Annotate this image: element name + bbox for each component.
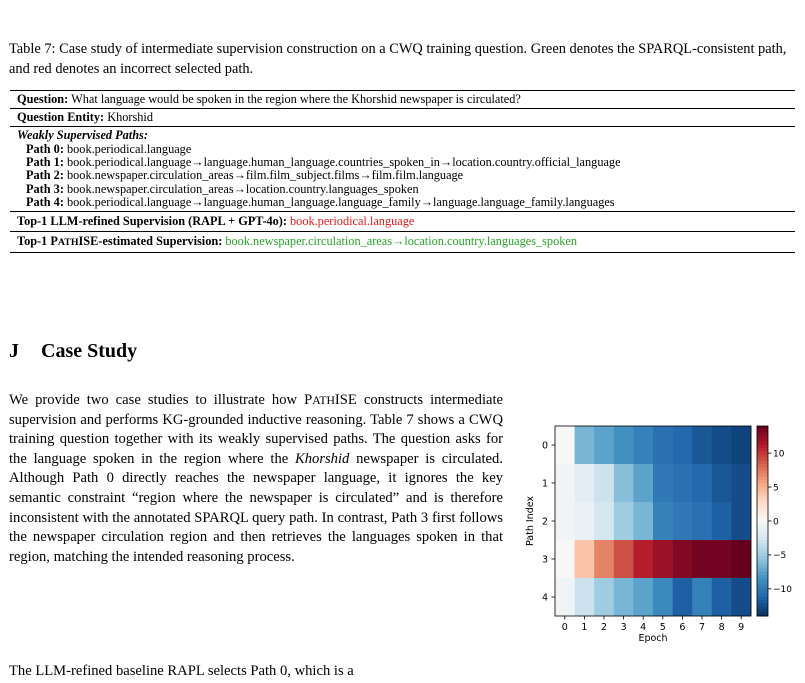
heatmap-cell-1-8 <box>712 464 732 502</box>
caption-text: Table 7: Case study of intermediate supervision construction on a CWQ training question. Green denotes the SPARQL-consistent path, and red denotes an incorrect selected path. <box>9 41 787 77</box>
heatmap-cell-4-6 <box>673 578 693 616</box>
path-2: Path 2: book.newspaper.circulation_areas→film.film_subject.films→film.film.language <box>26 168 464 183</box>
heatmap-cell-1-9 <box>731 464 751 502</box>
heatmap-colorbar <box>757 426 792 616</box>
x-axis-label: Epoch <box>638 633 668 644</box>
colorbar-tick-label: 5 <box>773 483 779 494</box>
heatmap-cell-1-7 <box>692 464 712 502</box>
heatmap-cell-0-8 <box>712 426 732 464</box>
heatmap-cell-0-3 <box>614 426 634 464</box>
heatmap-cell-0-2 <box>594 426 614 464</box>
y-axis-label: Path Index <box>525 495 536 547</box>
heatmap-cell-2-5 <box>653 502 673 540</box>
heatmap-cell-2-7 <box>692 502 712 540</box>
heatmap-cell-2-9 <box>731 502 751 540</box>
heatmap-cell-1-0 <box>555 464 575 502</box>
heatmap-cell-0-7 <box>692 426 712 464</box>
body-paragraph-1: We provide two case studies to illustrate how PATHISE constructs intermediate supervision and performs KG-grounded inductive reasoning. Table 7 shows a CWQ training question together with its weakly supervised paths. The question asks for the language spoken in the region where the Khorshid newspaper is circulated. Although Path 0 directly reaches the newspaper language, it ignores the key semantic constraint “region where the newspaper is circulated” and is therefore inconsistent with the annotated SPARQL query path. In contrast, Path 3 first follows the newspaper circulation region and then retrieves the languages spoken in that region, matching the intended reasoning process. <box>9 392 504 565</box>
heatmap-cell-3-7 <box>692 540 712 578</box>
heatmap-cell-2-3 <box>614 502 634 540</box>
heatmap-cell-4-3 <box>614 578 634 616</box>
heatmap-cell-2-6 <box>673 502 693 540</box>
heatmap-cell-0-0 <box>555 426 575 464</box>
heatmap-cell-1-5 <box>653 464 673 502</box>
heatmap-cell-1-1 <box>575 464 595 502</box>
y-tick-label: 1 <box>541 478 548 490</box>
heatmap-cell-3-3 <box>614 540 634 578</box>
x-tick-label: 6 <box>679 622 686 633</box>
x-tick-label: 8 <box>718 622 725 633</box>
heatmap-cell-2-2 <box>594 502 614 540</box>
heatmap-cell-3-0 <box>555 540 575 578</box>
heatmap-cell-4-2 <box>594 578 614 616</box>
y-tick-label: 2 <box>541 516 548 528</box>
colorbar-tick-label: −10 <box>773 585 792 596</box>
colorbar-tick-label: −5 <box>773 551 787 562</box>
case-study-table <box>10 90 795 253</box>
path-0: Path 0: book.periodical.language <box>26 142 192 156</box>
heatmap-cell-4-1 <box>575 578 595 616</box>
x-tick-label: 3 <box>620 622 627 633</box>
y-tick-label: 4 <box>541 592 548 604</box>
pathise-selected-path: book.newspaper.circulation_areas→location.country.languages_spoken <box>225 234 577 249</box>
x-tick-label: 4 <box>640 622 647 633</box>
heatmap-cell-3-8 <box>712 540 732 578</box>
path-1: Path 1: book.periodical.language→language.human_language.countries_spoken_in→location.country.official_language <box>26 155 621 170</box>
heatmap-cell-3-1 <box>575 540 595 578</box>
y-tick-label: 3 <box>541 554 548 566</box>
heatmap-cell-3-4 <box>633 540 653 578</box>
heatmap-cell-0-5 <box>653 426 673 464</box>
heatmap-cell-2-4 <box>633 502 653 540</box>
path-4: Path 4: book.periodical.language→language.human_language.language_family→language.language_family.languages <box>26 194 615 209</box>
table-caption <box>9 40 799 79</box>
heatmap-cell-3-5 <box>653 540 673 578</box>
heatmap-cell-2-0 <box>555 502 575 540</box>
llm-supervision-row: Top-1 LLM-refined Supervision (RAPL + GPT-4o): book.periodical.language <box>17 214 415 229</box>
body-paragraph-2: The LLM-refined baseline RAPL selects Path 0, which is a <box>9 663 354 679</box>
x-tick-label: 2 <box>600 622 608 633</box>
heatmap-cells <box>555 426 751 616</box>
heatmap-cell-4-7 <box>692 578 712 616</box>
heatmap-cell-4-4 <box>633 578 653 616</box>
heatmap-figure <box>508 418 798 668</box>
path-3: Path 3: book.newspaper.circulation_areas→location.country.languages_spoken <box>26 181 419 196</box>
llm-selected-path: book.periodical.language <box>290 214 415 229</box>
entity-row: Question Entity: Khorshid <box>17 110 153 124</box>
heatmap-cell-4-0 <box>555 578 575 616</box>
question-row: Question: What language would be spoken in the region where the Khorshid newspaper is circulated? <box>17 92 521 106</box>
heatmap-cell-4-8 <box>712 578 732 616</box>
heatmap-cell-0-1 <box>575 426 595 464</box>
x-tick-label: 9 <box>738 622 745 633</box>
heatmap-cell-0-6 <box>673 426 693 464</box>
heatmap-cell-3-6 <box>673 540 693 578</box>
y-tick-label: 0 <box>541 440 548 452</box>
x-tick-label: 0 <box>561 622 568 633</box>
colorbar-tick-label: 10 <box>773 449 785 460</box>
heatmap-cell-1-3 <box>614 464 634 502</box>
heatmap-cell-2-1 <box>575 502 595 540</box>
heatmap-cell-1-2 <box>594 464 614 502</box>
weak-paths-row: Weakly Supervised Paths: <box>17 128 148 142</box>
heatmap-cell-3-2 <box>594 540 614 578</box>
path-list <box>10 143 795 211</box>
heatmap-cell-0-4 <box>633 426 653 464</box>
heatmap-cell-3-9 <box>731 540 751 578</box>
x-tick-label: 5 <box>659 622 666 633</box>
section-heading: J Case Study <box>9 340 138 362</box>
heatmap-cell-4-5 <box>653 578 673 616</box>
heatmap-cell-0-9 <box>731 426 751 464</box>
heatmap-cell-2-8 <box>712 502 732 540</box>
heatmap-cell-1-4 <box>633 464 653 502</box>
heatmap-cell-1-6 <box>673 464 693 502</box>
pathise-supervision-row: Top-1 PATHISE-estimated Supervision: book.newspaper.circulation_areas→location.country.languages_spoken <box>17 234 577 249</box>
x-tick-label: 7 <box>698 622 706 633</box>
x-tick-label: 1 <box>581 622 588 633</box>
colorbar-tick-label: 0 <box>773 517 779 528</box>
heatmap-cell-4-9 <box>731 578 751 616</box>
